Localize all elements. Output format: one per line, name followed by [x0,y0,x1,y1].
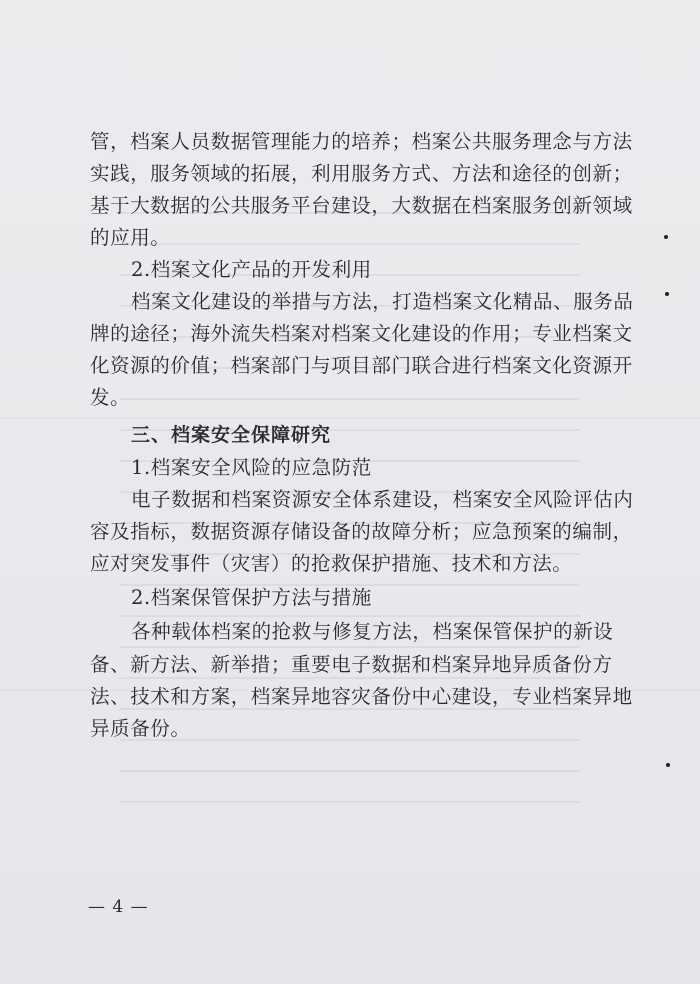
paragraph-line: 化资源的价值；档案部门与项目部门联合进行档案文化资源开 [90,354,633,377]
paper-speck [666,763,670,767]
paragraph-line: 容及指标，数据资源存储设备的故障分析；应急预案的编制， [90,520,633,543]
paragraph-line: 基于大数据的公共服务平台建设，大数据在档案服务创新领域 [90,194,633,217]
paper-speck [664,235,668,239]
paper-speck [665,292,669,296]
subheading: 1.档案安全风险的应急防范 [131,456,372,479]
paragraph-line: 牌的途径；海外流失档案对档案文化建设的作用；专业档案文 [90,322,633,345]
section-heading: 三、档案安全保障研究 [131,424,332,446]
paragraph-line: 应对突发事件（灾害）的抢救保护措施、技术和方法。 [90,552,573,575]
paragraph-line: 异质备份。 [90,717,191,740]
paragraph-line: 档案文化建设的举措与方法，打造档案文化精品、服务品 [131,290,634,313]
paragraph-line: 法、技术和方案，档案异地容灾备份中心建设，专业档案异地 [90,685,633,708]
paragraph-line: 的应用。 [90,226,171,249]
paper-fold [0,418,700,419]
subheading: 2.档案保管保护方法与措施 [131,586,372,609]
paragraph-line: 实践，服务领域的拓展，利用服务方式、方法和途径的创新； [90,162,633,185]
paragraph-line: 电子数据和档案资源安全体系建设，档案安全风险评估内 [131,488,634,511]
paragraph-line: 发。 [90,386,131,409]
paragraph-line: 管，档案人员数据管理能力的培养；档案公共服务理念与方法 [90,130,633,153]
page-number: — 4 — [88,897,149,917]
subheading: 2.档案文化产品的开发利用 [131,258,372,281]
paragraph-line: 备、新方法、新举措；重要电子数据和档案异地异质备份方 [90,653,613,676]
paragraph-line: 各种载体档案的抢救与修复方法，档案保管保护的新设 [131,620,614,643]
